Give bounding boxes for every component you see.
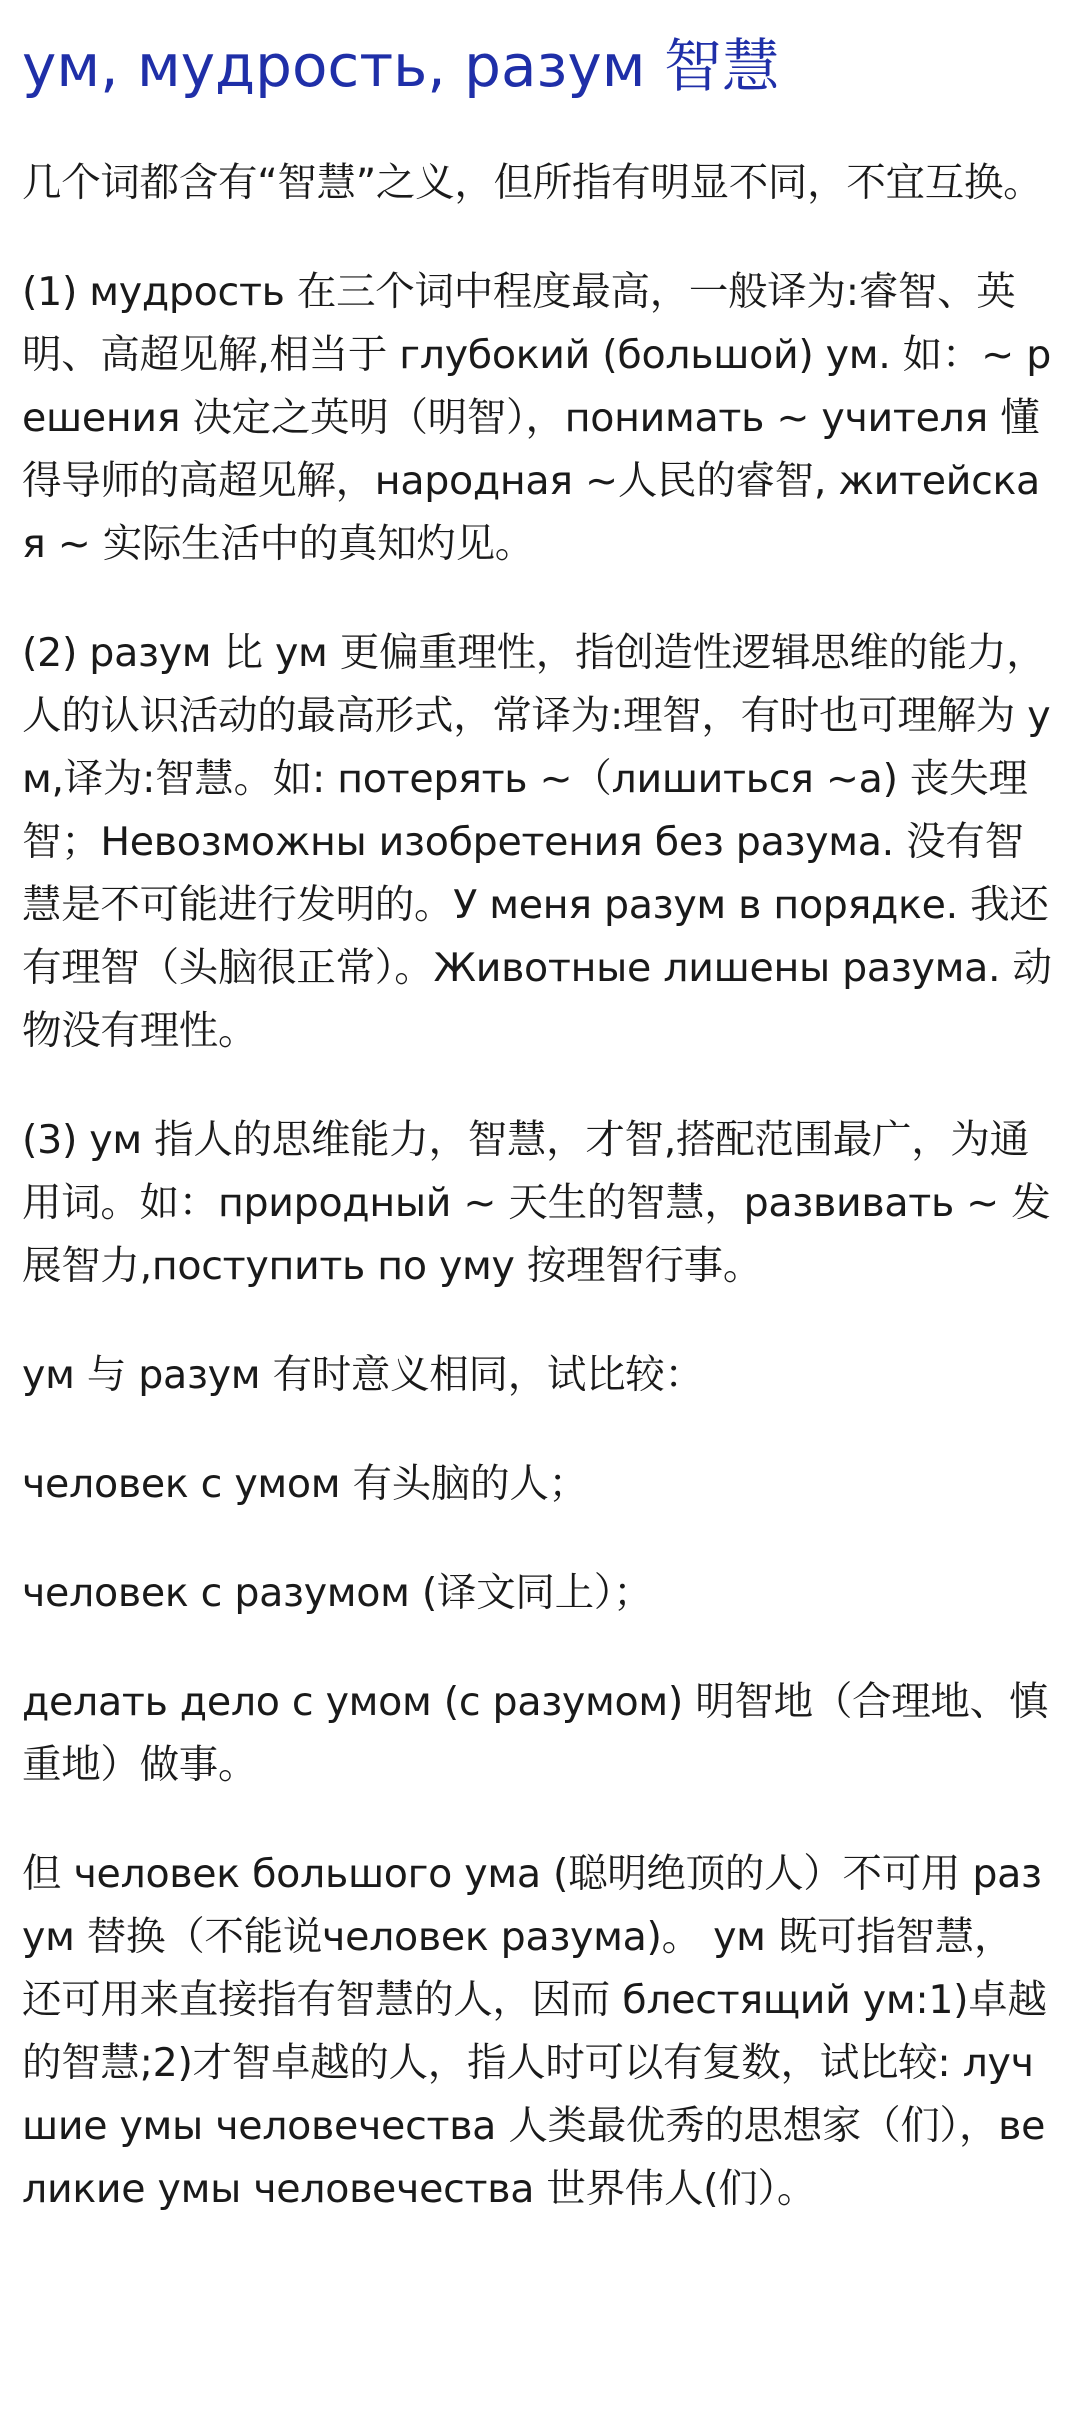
paragraph-mudrost: (1) мудрость 在三个词中程度最高，一般译为:睿智、英明、高超见解,相当于 глубокий (большой) ум. 如：~ решения 决定之英明（明智），понимать ~ учителя 懂得导师的高超见解，народная ~人民的睿智, житейская ~ 实际生活中的真知灼见。 bbox=[22, 269, 1051, 567]
example-delat-delo: делать дело с умом (с разумом) 明智地（合理地、慎重地）做事。 bbox=[22, 1679, 1049, 1788]
paragraph-um: (3) ум 指人的思维能力，智慧，才智,搭配范围最广，为通用词。如：природный ~ 天生的智慧，развивать ~ 发展智力,поступить по уму 按理智行事。 bbox=[22, 1117, 1051, 1289]
example-razum: человек с разумом (译文同上）； bbox=[22, 1570, 653, 1616]
paragraph-razum: (2) разум 比 ум 更偏重理性，指创造性逻辑思维的能力，人的认识活动的最高形式，常译为:理智，有时也可理解为 ум,译为:智慧。如: потерять ~（лишиться ~а) 丧失理智；Невозможны изобретения без разума. 没有智慧是不可能进行发明的。У меня разум в порядке. 我还有理智（头脑很正常）。Животные лишены разума. 动物没有理性。 bbox=[22, 630, 1052, 1054]
intro-paragraph: 几个词都含有“智慧”之义，但所指有明显不同，不宜互换。 bbox=[22, 160, 1043, 206]
closing-paragraph: 但 человек большого ума (聪明绝顶的人）不可用 разум 替换（不能说человек разума)。 ум 既可指智慧，还可用来直接指有智慧的人，因而 блестящий ум:1)卓越的智慧;2)才智卓越的人，指人时可以有复数，试比较: лучшие умы человечества 人类最优秀的思想家（们），великие умы человечества 世界伟人(们）。 bbox=[22, 1851, 1047, 2212]
comparison-intro: ум 与 разум 有时意义相同，试比较： bbox=[22, 1352, 704, 1398]
article-title: ум, мудрость, разум 智慧 bbox=[22, 32, 780, 100]
example-um: человек с умом 有头脑的人； bbox=[22, 1461, 588, 1507]
